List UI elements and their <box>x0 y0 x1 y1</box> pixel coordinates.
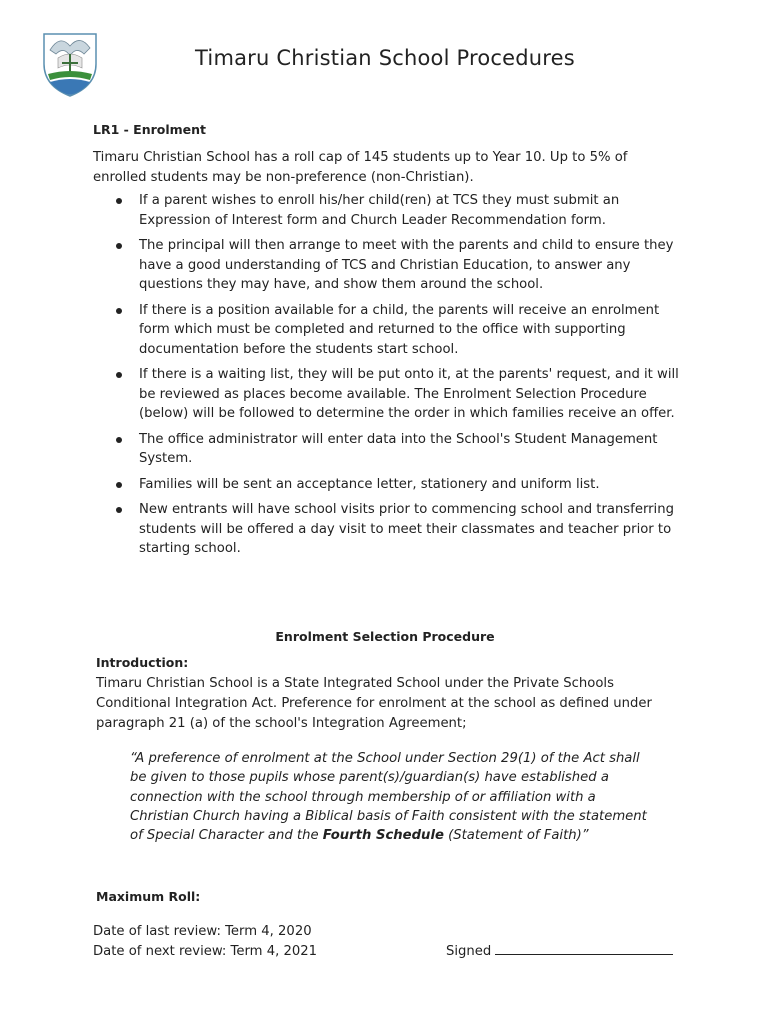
page-title: Timaru Christian School Procedures <box>195 46 575 70</box>
integration-quote <box>130 749 650 845</box>
quote-text: “A preference of enrolment at the School under Section 29(1) of the Act shall be given to those pupils whose parent(s)/guardian(s) have established a connection with the school through membership of or affiliation with a Christian Church having a Biblical basis of Faith consistent with the statement of Special Character and the <box>130 751 647 844</box>
intro-paragraph: Timaru Christian School has a roll cap of 145 students up to Year 10. Up to 5% of enrolled students may be non-preference (non-Christian). <box>93 150 628 185</box>
signature-field <box>446 944 673 959</box>
selection-heading: Enrolment Selection Procedure <box>275 629 495 644</box>
list-item: The principal will then arrange to meet with the parents and child to ensure they have a good understanding of TCS and Christian Education, to answer any questions they may have, and show them around the school. <box>93 236 693 295</box>
list-item: The office administrator will enter data into the School's Student Management System. <box>93 430 693 469</box>
procedure-list <box>93 191 693 565</box>
section-heading: LR1 - Enrolment <box>93 122 207 137</box>
introduction-label: Introduction: <box>96 655 189 670</box>
list-item: If there is a position available for a child, the parents will receive an enrolment form which must be completed and returned to the office with supporting documentation before the students start school. <box>93 301 693 360</box>
list-item: If there is a waiting list, they will be put onto it, at the parents' request, and it will be reviewed as places become available. The Enrolment Selection Procedure (below) will be followed to determine the order in which families receive an offer. <box>93 365 693 424</box>
next-review-date: Date of next review: Term 4, 2021 <box>93 944 318 959</box>
list-item: Families will be sent an acceptance letter, stationery and uniform list. <box>93 475 693 495</box>
list-item: If a parent wishes to enroll his/her child(ren) at TCS they must submit an Expression of Interest form and Church Leader Recommendation form. <box>93 191 693 230</box>
quote-end-text: (Statement of Faith)” <box>443 828 589 844</box>
signed-label: Signed <box>446 944 492 959</box>
maximum-roll-label: Maximum Roll: <box>96 889 201 904</box>
quote-bold-text: Fourth Schedule <box>322 828 444 844</box>
signature-line <box>495 944 673 955</box>
list-item: New entrants will have school visits prior to commencing school and transferring students will be offered a day visit to meet their classmates and teacher prior to starting school. <box>93 500 693 559</box>
introduction-text: Timaru Christian School is a State Integrated School under the Private Schools Conditional Integration Act. Preference for enrolment at the school as defined under paragraph 21 (a) of the school's Integration Agreement; <box>96 676 652 731</box>
last-review-date: Date of last review: Term 4, 2020 <box>93 924 312 939</box>
